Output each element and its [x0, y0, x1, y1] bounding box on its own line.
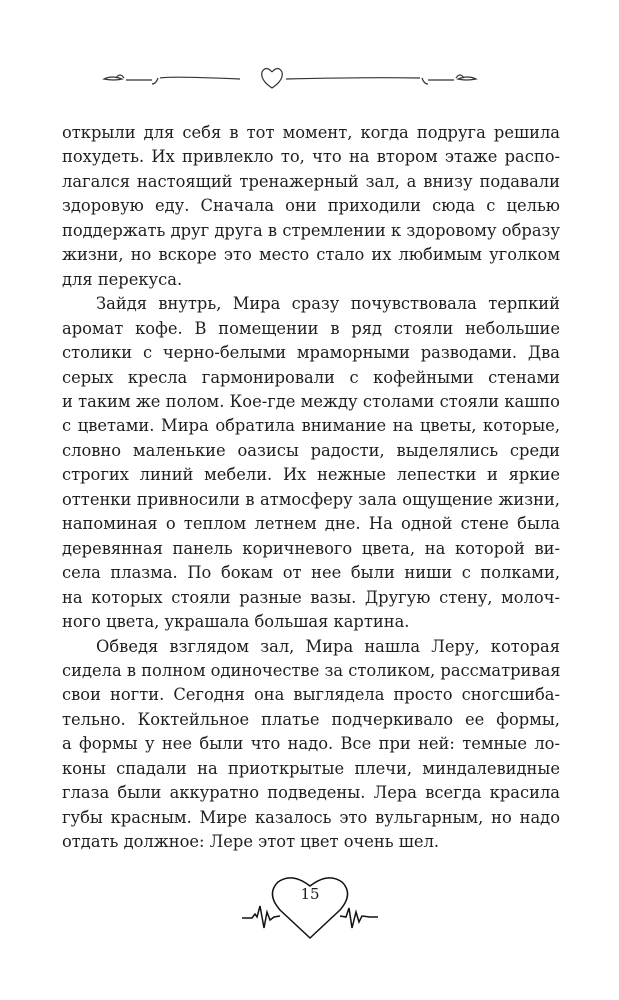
page-number-ornament: [230, 870, 390, 940]
text-line: села плазма. По бокам от нее были ниши с полками,: [62, 563, 560, 583]
text-line: а формы у нее были что надо. Все при ней: темные ло-: [62, 734, 560, 754]
text-line: поддержать друг друга в стремлении к здоровому образу: [62, 220, 560, 240]
heart-icon: [262, 69, 283, 89]
text-line: ного цвета, украшала большая картина.: [62, 612, 410, 632]
text-line: свои ногти. Сегодня она выглядела просто сногсшиба-: [62, 685, 560, 705]
text-line: с цветами. Мира обратила внимание на цветы, которые,: [62, 416, 560, 436]
text-line: открыли для себя в тот момент, когда подруга решила: [62, 123, 560, 142]
text-line: глаза были аккуратно подведены. Лера всегда красила: [62, 783, 560, 803]
text-line: для перекуса.: [62, 269, 183, 289]
text-line: серых кресла гармонировали с кофейными стенами: [62, 367, 560, 387]
text-line: Зайдя внутрь, Мира сразу почувствовала терпкий: [96, 294, 560, 314]
divider-ornament-top: [100, 62, 480, 92]
text-line: коны спадали на приоткрытые плечи, миндалевидные: [62, 758, 560, 778]
text-line: жизни, но вскоре это место стало их любимым уголком: [62, 245, 560, 265]
text-line: сидела в полном одиночестве за столиком, рассматривая: [62, 660, 561, 680]
text-line: лагался настоящий тренажерный зал, а внизу подавали: [62, 171, 560, 191]
text-line: на которых стояли разные вазы. Другую стену, молоч-: [62, 587, 560, 607]
page-number: 15: [300, 885, 320, 903]
text-line: Обведя взглядом зал, Мира нашла Леру, которая: [96, 636, 560, 656]
text-line: напоминая о теплом летнем дне. На одной стене была: [62, 514, 560, 534]
text-line: деревянная панель коричневого цвета, на которой ви-: [62, 538, 560, 558]
text-line: похудеть. Их привлекло то, что на втором этаже распо-: [62, 147, 560, 167]
text-line: аромат кофе. В помещении в ряд стояли небольшие: [62, 318, 560, 338]
text-line: губы красным. Мире казалось это вульгарным, но надо: [62, 807, 560, 827]
text-line: тельно. Коктейльное платье подчеркивало ее формы,: [62, 709, 560, 729]
text-line: здоровую еду. Сначала они приходили сюда с целью: [62, 196, 560, 216]
body-text: [62, 121, 560, 855]
text-line: отдать должное: Лере этот цвет очень шел.: [62, 832, 440, 852]
text-line: словно маленькие оазисы радости, выделялись среди: [62, 440, 560, 460]
text-line: оттенки привносили в атмосферу зала ощущение жизни,: [62, 489, 560, 509]
text-line: и таким же полом. Кое-где между столами стояли кашпо: [62, 391, 560, 411]
text-line: столики с черно-белыми мраморными разводами. Два: [62, 343, 560, 363]
text-line: строгих линий мебели. Их нежные лепестки и яркие: [62, 465, 560, 485]
heartbeat-heart-icon: [230, 870, 390, 940]
